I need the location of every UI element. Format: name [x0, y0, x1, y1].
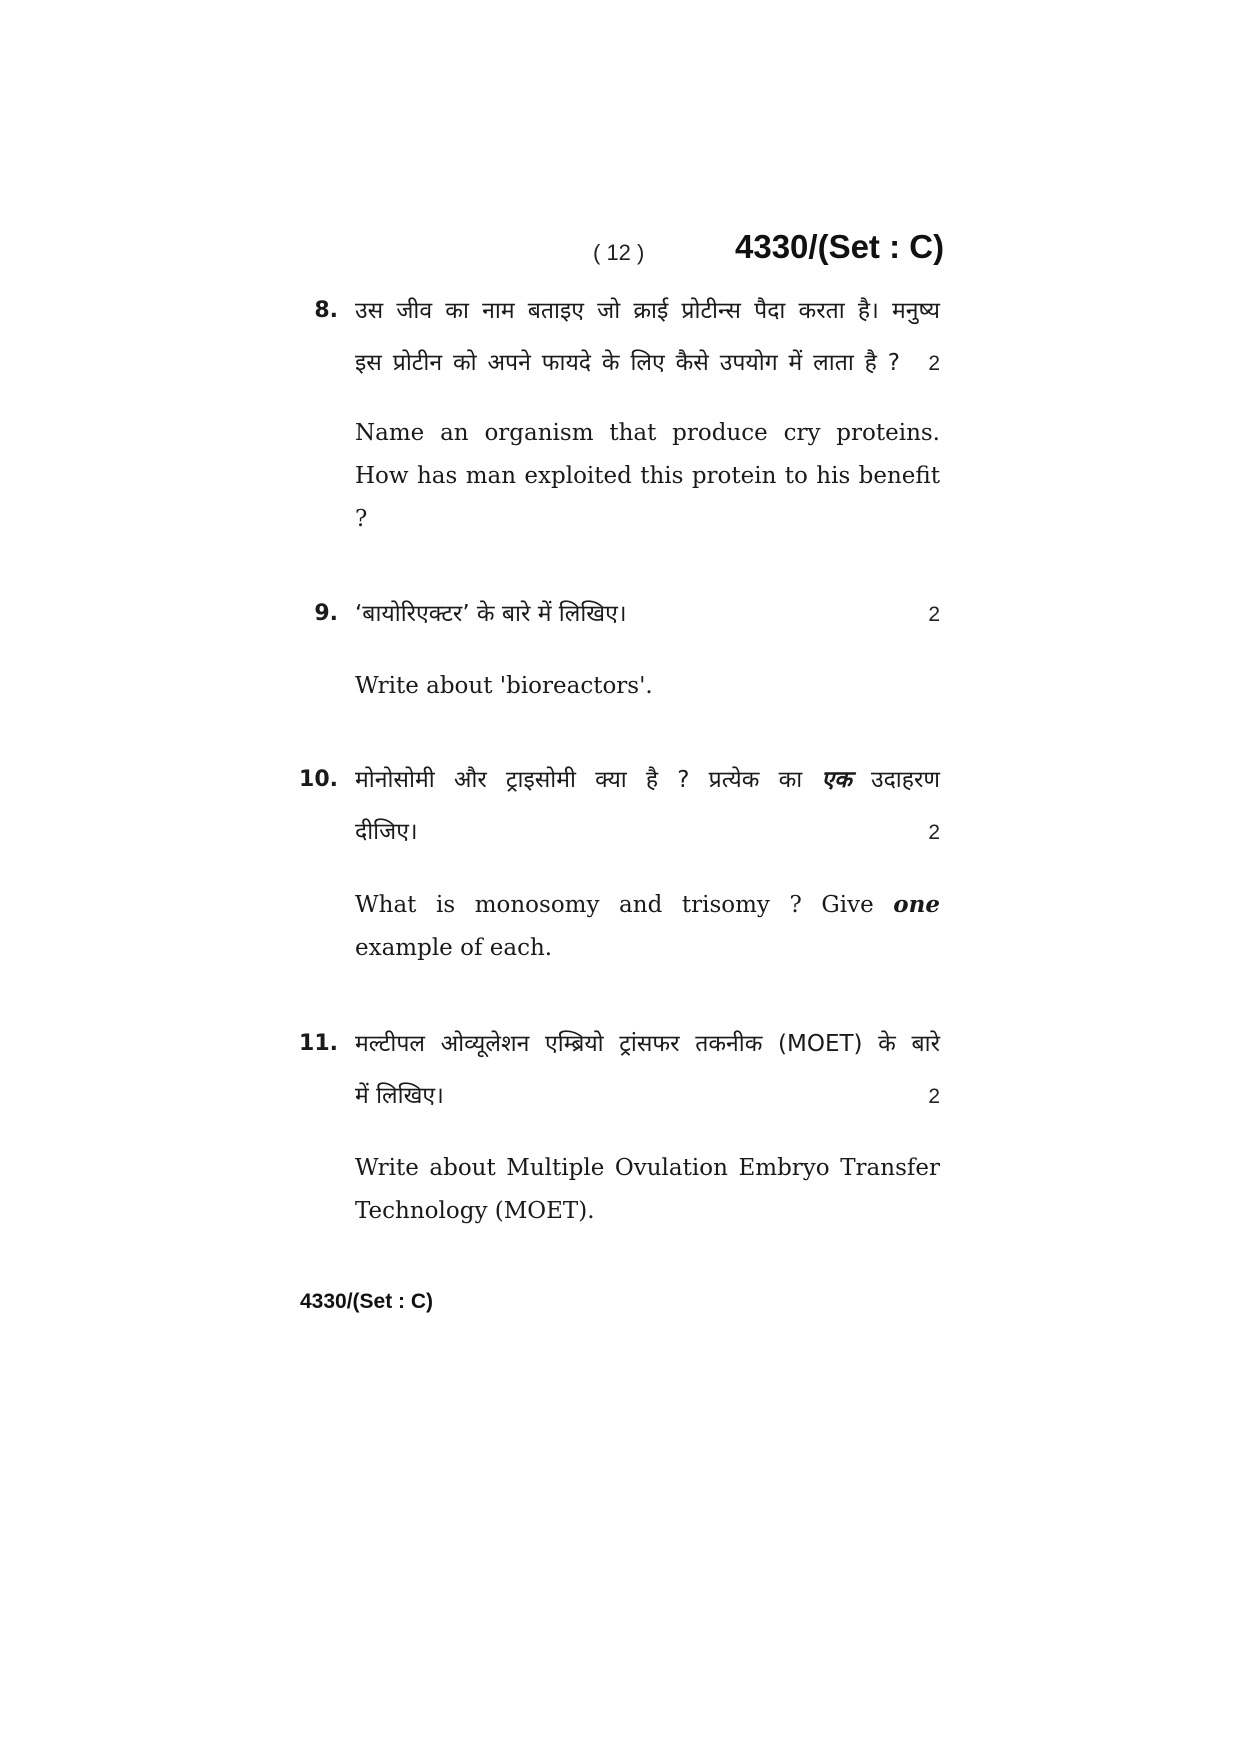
question-hindi-line: इस प्रोटीन को अपने फायदे के लिए कैसे उपयोग में लाता है ?	[355, 350, 900, 376]
paper-code-footer: 4330/(Set : C)	[300, 1290, 434, 1313]
question-hindi-line: उस जीव का नाम बताइए जो क्राई प्रोटीन्स पैदा करता है। मनुष्य	[355, 298, 940, 324]
question-number: 9.	[314, 601, 338, 626]
question-hindi-row	[355, 337, 940, 390]
marks: 2	[928, 603, 940, 626]
paper-code-header: 4330/(Set : C)	[735, 228, 945, 265]
question-english: What is monosomy and trisomy ? Give one example of each.	[355, 891, 940, 961]
question-hindi-line: मल्टीपल ओव्यूलेशन एम्ब्रियो ट्रांसफर तकनीक (MOET) के बारे	[355, 1031, 940, 1057]
question-hindi-row	[355, 1070, 940, 1123]
question-english: Name an organism that produce cry proteins. How has man exploited this protein to his benefit ?	[355, 420, 940, 532]
marks: 2	[928, 1085, 940, 1108]
marks: 2	[928, 352, 940, 375]
question-hindi-line: दीजिए।	[355, 819, 418, 845]
emphasis-word: एक	[821, 767, 852, 793]
question-hindi-line: ‘बायोरिएक्टर’ के बारे में लिखिए।	[355, 601, 627, 627]
question-number: 10.	[299, 767, 338, 792]
question-english: Write about Multiple Ovulation Embryo Transfer Technology (MOET).	[355, 1155, 940, 1224]
question-hindi-line: में लिखिए।	[355, 1083, 444, 1109]
question-number: 8.	[314, 298, 338, 323]
marks: 2	[928, 821, 940, 844]
question-english: Write about 'bioreactors'.	[355, 673, 653, 699]
question-hindi-row	[355, 806, 940, 859]
question-hindi-line: मोनोसोमी और ट्राइसोमी क्या है ? प्रत्येक का एक उदाहरण	[355, 767, 940, 793]
question-hindi-row	[355, 588, 940, 641]
emphasis-word: one	[893, 891, 940, 918]
page-number: ( 12 )	[593, 240, 645, 265]
question-number: 11.	[299, 1031, 338, 1056]
